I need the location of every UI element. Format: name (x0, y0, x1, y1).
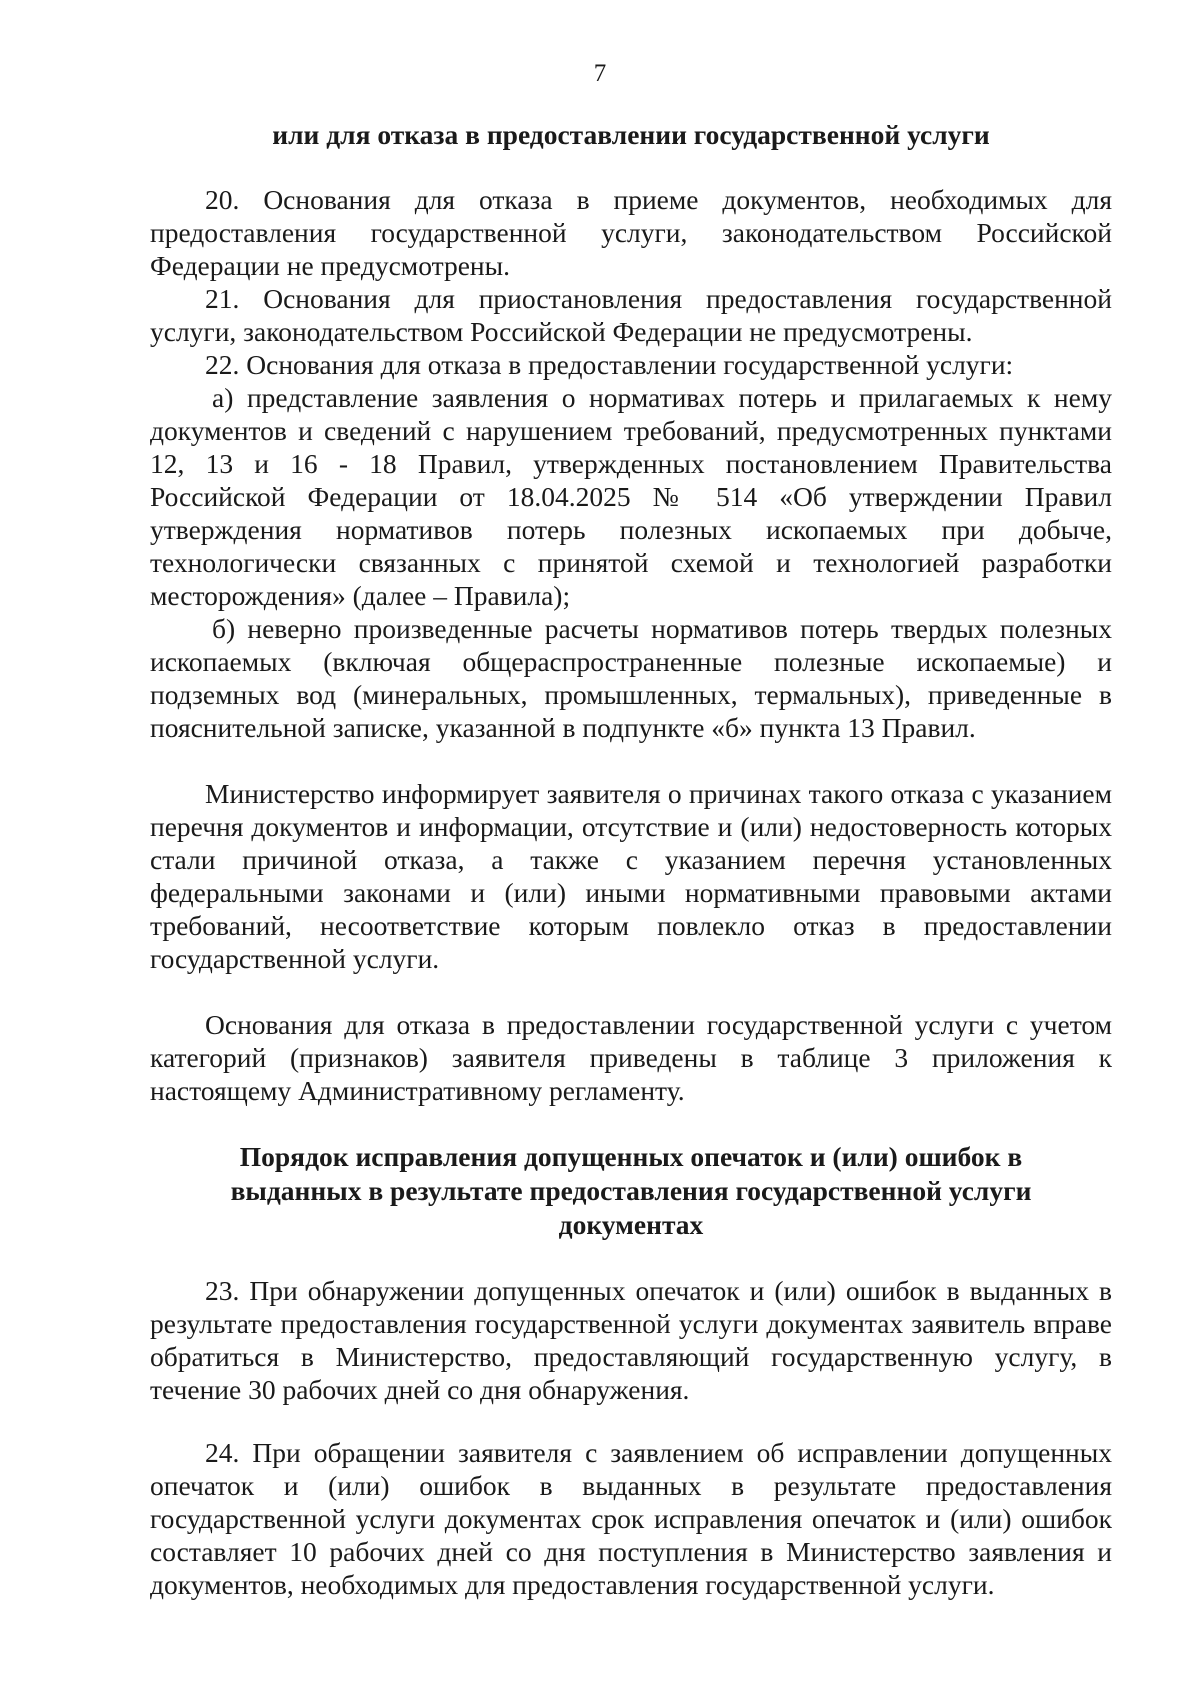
section-heading-refusal: или для отказа в предоставлении государственной услуги (272, 119, 990, 150)
page-number: 7 (593, 60, 607, 87)
paragraph-table-reference: Основания для отказа в предоставлении государственной услуги с учетом категорий (признаков) заявителя приведены в таблице 3 приложения к настоящему Административному регламенту. (150, 1009, 1112, 1106)
paragraph-24: 24. При обращении заявителя с заявлением об исправлении допущенных опечаток и (или) ошибок в выданных в результате предоставления государственной услуги документах срок исправления опечаток и (или) ошибок составляет 10 рабочих дней со дня поступления в Министерство заявления и документов, необходимых для предоставления государственной услуги. (150, 1437, 1112, 1600)
paragraph-20: 20. Основания для отказа в приеме документов, необходимых для предоставления государственной услуги, законодательством Российской Федерации не предусмотрены. (150, 184, 1112, 281)
heading-line: Порядок исправления допущенных опечаток и (или) ошибок в (239, 1141, 1023, 1172)
heading-line: документах (558, 1209, 704, 1240)
document-body (150, 118, 1112, 1601)
paragraph-23: 23. При обнаружении допущенных опечаток и (или) ошибок в выданных в результате предоставления государственной услуги документах заявитель вправе обратиться в Министерство, предоставляющий государственную услугу, в течение 30 рабочих дней со дня обнаружения. (150, 1275, 1112, 1405)
subparagraph-b: б) неверно произведенные расчеты нормативов потерь твердых полезных ископаемых (включая общераспространенные полезные ископаемые) и подземных вод (минеральных, промышленных, термальных), приведенные в пояснительной записке, указанной в подпункте «б» пункта 13 Правил. (150, 613, 1112, 743)
paragraph-ministry-informs: Министерство информирует заявителя о причинах такого отказа с указанием перечня документов и информации, отсутствие и (или) недостоверность которых стали причиной отказа, а также с указанием перечня установленных федеральными законами и (или) иными нормативными правовыми актами требований, несоответствие которым повлекло отказ в предоставлении государственной услуги. (150, 778, 1112, 974)
heading-line: выданных в результате предоставления государственной услуги (230, 1175, 1032, 1206)
paragraph-21: 21. Основания для приостановления предоставления государственной услуги, законодательством Российской Федерации не предусмотрены. (150, 283, 1112, 347)
paragraph-22: 22. Основания для отказа в предоставлении государственной услуги: (205, 349, 1014, 380)
subparagraph-a: а) представление заявления о нормативах потерь и прилагаемых к нему документов и сведений с нарушением требований, предусмотренных пунктами 12, 13 и 16 - 18 Правил, утвержденных постановлением Правительства Российской Федерации от 18.04.2025 № 514 «Об утверждении Правил утверждения нормативов потерь полезных ископаемых при добыче, технологически связанных с принятой схемой и технологией разработки месторождения» (далее – Правила); (150, 382, 1112, 611)
section-heading-corrections (150, 1140, 1112, 1242)
